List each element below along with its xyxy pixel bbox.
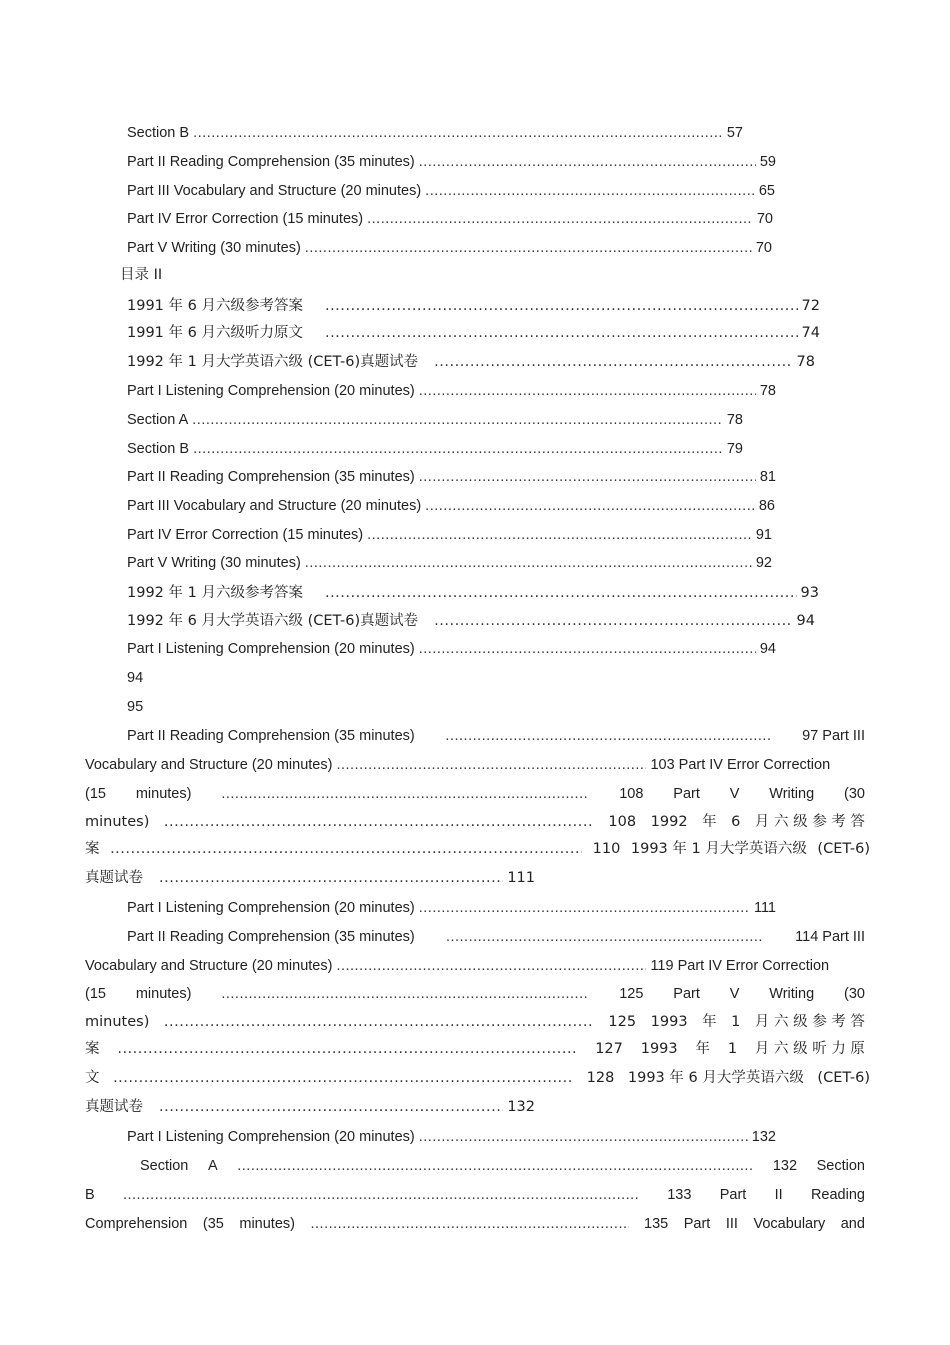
toc-entry-page: 94 — [796, 613, 815, 629]
toc-text: 1992 — [650, 814, 688, 830]
dot-leader — [305, 239, 752, 257]
toc-justified-line[interactable] — [85, 869, 535, 887]
toc-text: minutes) — [135, 786, 192, 802]
toc-text: 1993 年 1 月大学英语六级 — [630, 841, 807, 857]
dot-leader — [325, 297, 798, 315]
toc-entry-page: 91 — [755, 527, 772, 543]
toc-text: 年 — [702, 1014, 717, 1030]
toc-text: minutes) — [85, 1014, 150, 1030]
dot-leader — [221, 785, 589, 803]
toc-entry-title: Section B — [127, 125, 190, 141]
dot-leader — [446, 928, 764, 946]
dot-leader — [237, 1157, 753, 1175]
toc-entry-page: 132 — [751, 1129, 776, 1145]
dot-leader — [311, 1215, 629, 1233]
toc-entry[interactable] — [127, 353, 815, 371]
toc-entry-title: Part I Listening Comprehension (20 minutes) — [127, 1129, 415, 1145]
dot-leader — [419, 468, 756, 486]
toc-text: (15 — [85, 986, 106, 1002]
dot-leader — [159, 869, 503, 887]
toc-entry[interactable] — [127, 554, 772, 572]
toc-entry-title: Part III Vocabulary and Structure (20 minutes) — [127, 498, 422, 514]
toc-text: 127 — [595, 1041, 623, 1057]
dot-leader — [305, 554, 752, 572]
dot-leader — [193, 124, 723, 142]
toc-text: (30 — [844, 786, 865, 802]
toc-entry[interactable] — [127, 182, 775, 200]
dot-leader — [221, 985, 589, 1003]
dot-leader — [434, 353, 792, 371]
toc-justified-line[interactable] — [85, 785, 865, 803]
toc-text: Part II Reading Comprehension (35 minutes) — [127, 929, 415, 945]
dot-leader — [419, 1128, 748, 1146]
toc-entry[interactable] — [127, 239, 772, 257]
toc-entry-page: 111 — [753, 900, 776, 916]
toc-text: 月 六 级 听 力 原 — [754, 1041, 865, 1057]
toc-justified-line[interactable] — [85, 985, 865, 1003]
toc-text: Vocabulary and Structure (20 minutes) — [85, 757, 333, 773]
dot-leader — [336, 756, 646, 774]
toc-text: 文 — [85, 1070, 100, 1086]
toc-entry[interactable] — [127, 324, 820, 342]
toc-entry-title: 1991 年 6 月六级听力原文 — [127, 325, 303, 341]
toc-justified-line[interactable] — [85, 1040, 865, 1058]
toc-entry-title: Part I Listening Comprehension (20 minutes) — [127, 641, 415, 657]
toc-entry-title: Part IV Error Correction (15 minutes) — [127, 527, 364, 543]
toc-text: 108 — [608, 814, 637, 830]
toc-entry-page: 94 — [759, 641, 776, 657]
dot-leader — [110, 840, 582, 858]
toc-text: 132 — [507, 1099, 535, 1115]
toc-entry-page: 86 — [758, 498, 775, 514]
toc-entry-title: Part I Listening Comprehension (20 minutes) — [127, 900, 415, 916]
toc-entry[interactable] — [127, 584, 819, 602]
toc-justified-line[interactable] — [85, 840, 870, 858]
toc-text: 1993 — [650, 1014, 688, 1030]
toc-entry-page: 57 — [726, 125, 743, 141]
toc-text: Part — [719, 1187, 747, 1203]
dot-leader — [117, 1040, 577, 1058]
toc-entry-title: Part V Writing (30 minutes) — [127, 555, 301, 571]
toc-text: 125 — [608, 1014, 637, 1030]
toc-entry[interactable] — [127, 124, 743, 142]
toc-entry[interactable] — [127, 382, 776, 400]
toc-text: 119 Part IV Error Correction — [650, 958, 830, 974]
dot-leader — [419, 382, 756, 400]
dot-leader — [425, 497, 755, 515]
dot-leader — [419, 153, 756, 171]
toc-entry[interactable] — [127, 526, 772, 544]
toc-entry-title: 1992 年 1 月大学英语六级 (CET-6)真题试卷 — [127, 354, 419, 370]
toc-justified-line[interactable] — [85, 1186, 865, 1204]
toc-text: 108 — [619, 786, 644, 802]
toc-entry[interactable] — [127, 210, 773, 228]
toc-text: Reading — [810, 1187, 865, 1203]
toc-text: Part II Reading Comprehension (35 minutes) — [127, 728, 415, 744]
toc-text: 案 — [85, 1041, 100, 1057]
toc-entry[interactable] — [127, 612, 815, 630]
toc-text: 月 六 级 参 考 答 — [754, 1014, 865, 1030]
toc-text: 125 — [619, 986, 644, 1002]
toc-entry-title: 1992 年 1 月六级参考答案 — [127, 585, 303, 601]
toc-text: 110 — [592, 841, 621, 857]
toc-text: Comprehension — [85, 1216, 188, 1232]
toc-entry[interactable] — [127, 468, 776, 486]
toc-text: II — [774, 1187, 783, 1203]
toc-text: V — [729, 986, 740, 1002]
toc-entry[interactable] — [127, 899, 776, 917]
toc-text: 1 — [727, 1041, 738, 1057]
toc-entry-title: Part III Vocabulary and Structure (20 minutes) — [127, 183, 422, 199]
toc-entry-page: 74 — [801, 325, 820, 341]
toc-text: 128 — [586, 1070, 615, 1086]
toc-justified-line[interactable] — [85, 756, 845, 774]
toc-text: 135 — [644, 1216, 669, 1232]
toc-entry-page: 59 — [759, 154, 776, 170]
toc-text: (CET-6) — [817, 841, 870, 857]
toc-justified-line[interactable] — [85, 1069, 870, 1087]
dot-leader — [164, 813, 594, 831]
toc-entry[interactable] — [127, 153, 776, 171]
toc-text: 真题试卷 — [85, 870, 143, 886]
toc-text: 案 — [85, 841, 100, 857]
toc-text: 133 — [667, 1187, 692, 1203]
dot-leader — [336, 957, 646, 975]
toc-entry-page: 93 — [800, 585, 819, 601]
toc-text: (30 — [844, 986, 865, 1002]
toc-entry-title: Part II Reading Comprehension (35 minutes) — [127, 154, 415, 170]
toc-entry-page: 65 — [758, 183, 775, 199]
toc-text: Part — [683, 1216, 711, 1232]
dot-leader — [425, 182, 755, 200]
toc-text: 1993 年 6 月大学英语六级 — [627, 1070, 804, 1086]
toc-text: III — [725, 1216, 738, 1232]
toc-justified-line[interactable] — [127, 727, 865, 745]
toc-text: (CET-6) — [817, 1070, 870, 1086]
toc-entry[interactable] — [127, 640, 776, 658]
toc-text: Writing — [769, 786, 815, 802]
toc-text: Vocabulary and Structure (20 minutes) — [85, 958, 333, 974]
toc-text: (15 — [85, 786, 106, 802]
toc-entry[interactable] — [127, 497, 775, 515]
stray-page-number: 95 — [127, 699, 144, 715]
toc-justified-line[interactable] — [85, 813, 865, 831]
toc-entry[interactable] — [127, 297, 820, 315]
toc-justified-line[interactable] — [85, 1098, 535, 1116]
toc-text: 6 — [731, 814, 741, 830]
dot-leader — [325, 584, 797, 602]
dot-leader — [434, 612, 792, 630]
toc-entry-title: 1992 年 6 月大学英语六级 (CET-6)真题试卷 — [127, 613, 419, 629]
toc-entry-page: 92 — [755, 555, 772, 571]
dot-leader — [193, 440, 723, 458]
toc-justified-line[interactable] — [85, 1215, 865, 1233]
toc-text: V — [729, 786, 740, 802]
toc-text: 103 Part IV Error Correction — [650, 757, 831, 773]
toc-text: 97 Part III — [802, 728, 865, 744]
toc-text: minutes) — [239, 1216, 295, 1232]
dot-leader — [445, 727, 771, 745]
toc-text: Part — [673, 986, 700, 1002]
dot-leader — [367, 210, 753, 228]
toc-text: 1 — [731, 1014, 741, 1030]
toc-text: Section — [140, 1158, 189, 1174]
toc-entry-page: 78 — [759, 383, 776, 399]
toc-entry-title: Part V Writing (30 minutes) — [127, 240, 301, 256]
toc-text: (35 — [202, 1216, 224, 1232]
toc-text: B — [85, 1187, 95, 1203]
dot-leader — [159, 1098, 503, 1116]
toc-justified-line[interactable] — [85, 1013, 865, 1031]
toc-text: 年 — [695, 1041, 710, 1057]
toc-entry[interactable] — [127, 1128, 776, 1146]
toc-entry-page: 78 — [726, 412, 743, 428]
dot-leader — [367, 526, 752, 544]
toc-justified-line[interactable] — [127, 928, 865, 946]
dot-leader — [419, 899, 750, 917]
toc-text: Writing — [769, 986, 815, 1002]
stray-page-number: 94 — [127, 670, 144, 686]
toc-entry-title: Section A — [127, 412, 189, 428]
toc-justified-line[interactable] — [140, 1157, 865, 1175]
toc-text: 1993 — [640, 1041, 678, 1057]
toc-heading: 目录 II — [120, 267, 163, 283]
toc-text: 年 — [702, 814, 717, 830]
toc-entry-page: 78 — [796, 354, 815, 370]
toc-text: 月 六 级 参 考 答 — [754, 814, 865, 830]
dot-leader — [113, 1069, 573, 1087]
toc-entry-title: Section B — [127, 441, 190, 457]
toc-entry-page: 70 — [755, 240, 772, 256]
toc-entry[interactable] — [127, 411, 743, 429]
toc-entry-title: Part IV Error Correction (15 minutes) — [127, 211, 364, 227]
toc-entry-title: 1991 年 6 月六级参考答案 — [127, 298, 303, 314]
toc-text: 111 — [507, 870, 535, 886]
toc-entry-title: Part II Reading Comprehension (35 minutes) — [127, 469, 415, 485]
dot-leader — [419, 640, 756, 658]
toc-text: Vocabulary — [753, 1216, 826, 1232]
dot-leader — [123, 1186, 639, 1204]
toc-entry-title: Part I Listening Comprehension (20 minutes) — [127, 383, 415, 399]
dot-leader — [192, 411, 723, 429]
dot-leader — [164, 1013, 594, 1031]
toc-text: and — [840, 1216, 865, 1232]
toc-text: A — [207, 1158, 218, 1174]
toc-text: Part — [673, 786, 700, 802]
toc-entry-page: 70 — [756, 211, 773, 227]
toc-text: 真题试卷 — [85, 1099, 143, 1115]
toc-entry-page: 79 — [726, 441, 743, 457]
toc-text: minutes) — [135, 986, 192, 1002]
toc-justified-line[interactable] — [85, 957, 845, 975]
toc-text: minutes) — [85, 814, 150, 830]
toc-text: 132 — [772, 1158, 798, 1174]
toc-entry[interactable] — [127, 440, 743, 458]
toc-text: 114 Part III — [795, 929, 865, 945]
toc-text: Section — [816, 1158, 865, 1174]
toc-entry-page: 81 — [759, 469, 776, 485]
toc-entry-page: 72 — [801, 298, 820, 314]
dot-leader — [325, 324, 798, 342]
